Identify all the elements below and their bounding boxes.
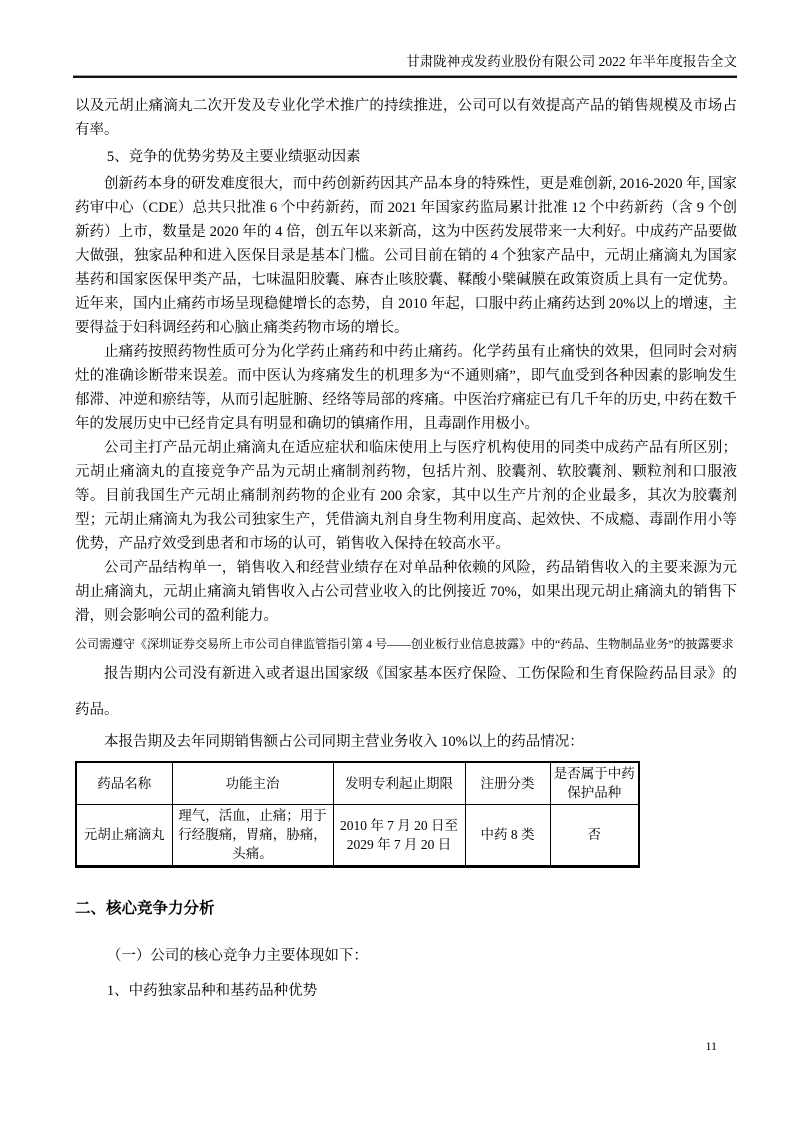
page-header	[73, 0, 737, 78]
col-header-tcm-protection: 是否属于中药保护品种	[550, 762, 639, 804]
page-number: 11	[705, 1039, 717, 1053]
item-exclusive-variety-advantage: 1、中药独家品种和基药品种优势	[106, 982, 318, 999]
paragraph-continuation: 以及元胡止痛滴丸二次开发及专业化学术推广的持续推进，公司可以有效提高产品的销售规模及市场占有率。	[75, 98, 737, 138]
paragraph-single-product-risk: 公司产品结构单一，销售收入和经营业绩存在对单品种依赖的风险，药品销售收入的主要来源为元胡止痛滴丸，元胡止痛滴丸销售收入占公司营业收入的比例接近 70%，如果出现元胡止痛滴丸的销售下滑，则会影响公司的盈利能力。	[75, 560, 737, 624]
cell-drug-name: 元胡止痛滴丸	[76, 804, 172, 866]
note-disclosure-requirement: 公司需遵守《深圳证券交易所上市公司自律监管指引第 4 号——创业板行业信息披露》中的“药品、生物制品业务”的披露要求	[75, 637, 734, 651]
heading-competition-factors: 5、竞争的优势劣势及主要业绩驱动因素	[106, 149, 361, 165]
col-header-indications: 功能主治	[172, 762, 333, 804]
cell-registration-class: 中药 8 类	[465, 804, 550, 866]
col-header-registration-class: 注册分类	[465, 762, 550, 804]
cell-indications: 理气，活血，止痛；用于行经腹痛，胃痛，胁痛，头痛。	[172, 804, 333, 866]
paragraph-product-competition: 公司主打产品元胡止痛滴丸在适应症状和临床使用上与医疗机构使用的同类中成药产品有所区别；元胡止痛滴丸的直接竞争产品为元胡止痛制剂药物，包括片剂、胶囊剂、软胶囊剂、颗粒剂和口服液等。目前我国生产元胡止痛制剂药物的企业有 200 余家，其中以生产片剂的企业最多，其次为胶囊剂型；元胡止痛滴丸为我公司独家生产，凭借滴丸剂自身生物利用度高、起效快、不成瘾、毒副作用小等优势，产品疗效受到患者和市场的认可，销售收入保持在较高水平。	[75, 440, 737, 552]
paragraph-innovation-drugs: 创新药本身的研发难度很大，而中药创新药因其产品本身的特殊性，更是难创新, 2016-2020 年, 国家药审中心（CDE）总共只批准 6 个中药新药，而 2021 年国家药监局累计批准 12 个中药新药（含 9 个创新药）上市，数量是 2020 年的 4 倍，创五年以来新高，这为中医药发展带来一大利好。中成药产品要做大做强，独家品种和进入医保目录是基本门槛。公司目前在销的 4 个独家产品中，元胡止痛滴丸为国家基药和国家医保甲类产品，七味温阳胶囊、麻杏止咳胶囊、鞣酸小檗碱膜在政策资质上具有一定优势。近年来，国内止痛药市场呈现稳健增长的态势，自 2010 年起，口服中药止痛药达到 20%以上的增速，主要得益于妇科调经药和心脑止痛类药物市场的增长。	[75, 176, 737, 336]
cell-tcm-protection: 否	[550, 804, 639, 866]
report-header-title: 甘肃陇神戎发药业股份有限公司 2022 年半年度报告全文	[406, 54, 737, 69]
cell-patent-period: 2010 年 7 月 20 日至 2029 年 7 月 20 日	[333, 804, 465, 866]
table-header-row	[76, 762, 639, 804]
paragraph-table-intro: 本报告期及去年同期销售额占公司同期主营业务收入 10%以上的药品情况：	[104, 734, 584, 750]
paragraph-catalog-status: 报告期内公司没有新进入或者退出国家级《国家基本医疗保险、工伤保险和生育保险药品目录》的药品。	[75, 666, 737, 718]
drug-info-table	[75, 761, 640, 868]
col-header-patent-period: 发明专利起止期限	[333, 762, 465, 804]
page-content	[75, 78, 737, 1003]
subsection-core-competitiveness-intro: （一）公司的核心竞争力主要体现如下：	[106, 947, 368, 964]
paragraph-painkiller-classification: 止痛药按照药物性质可分为化学药止痛药和中药止痛药。化学药虽有止痛快的效果，但同时会对病灶的准确诊断带来误差。而中医认为疼痛发生的机理多为“不通则痛”，即气血受到各种因素的影响发生郁滞、冲逆和瘀结等，从而引起脏腑、经络等局部的疼痛。中医治疗痛症已有几千年的历史, 中药在数千年的发展历史中已经肯定具有明显和确切的镇痛作用，且毒副作用极小。	[75, 344, 737, 432]
section-core-competitiveness-title: 二、核心竞争力分析	[75, 899, 215, 917]
col-header-drug-name: 药品名称	[76, 762, 172, 804]
table-row	[76, 804, 639, 866]
